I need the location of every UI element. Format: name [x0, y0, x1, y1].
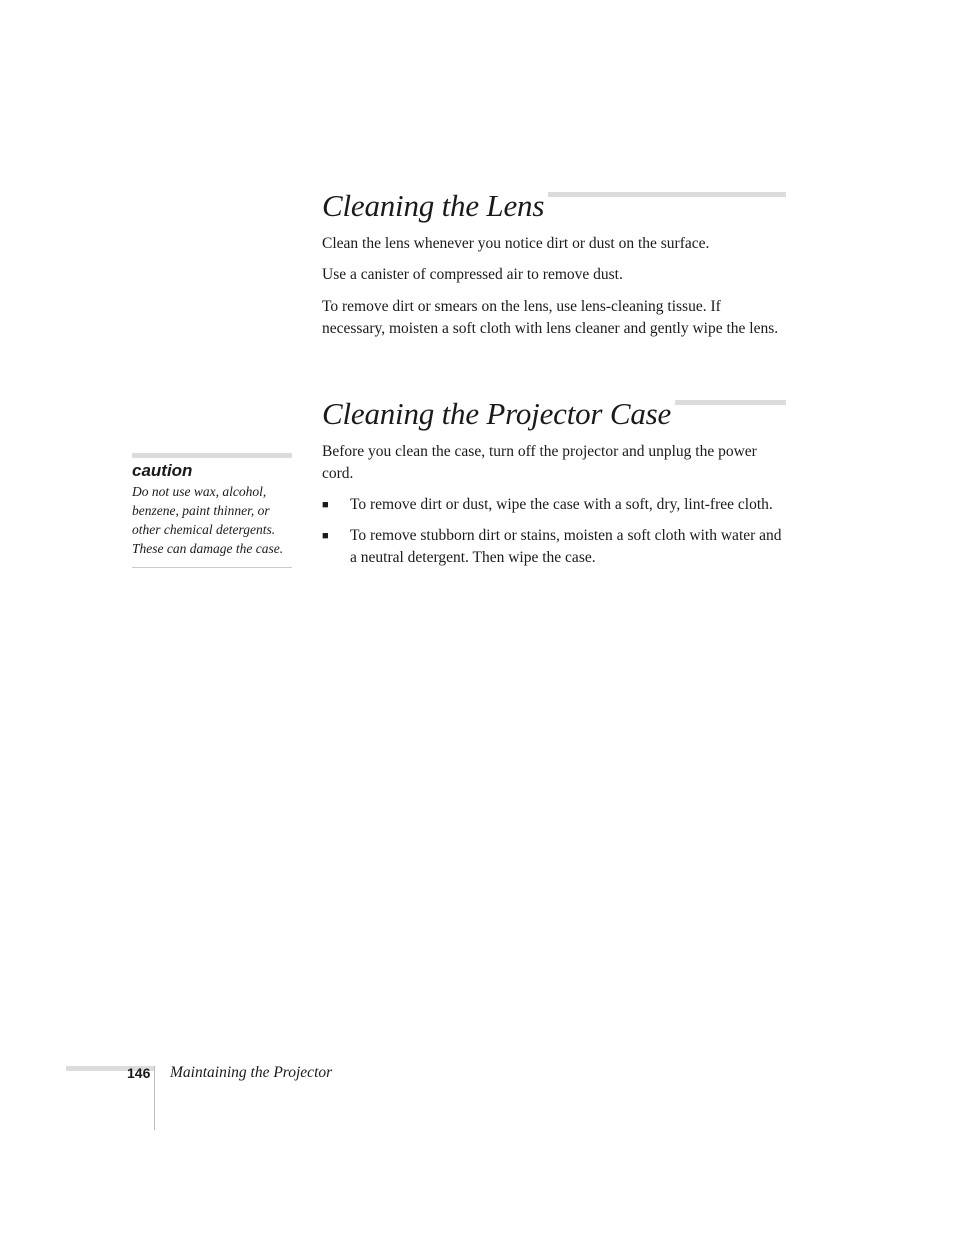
square-bullet-icon: ■	[322, 499, 329, 511]
list-item-text: To remove dirt or dust, wipe the case with a soft, dry, lint-free cloth.	[350, 496, 773, 513]
caution-note	[132, 453, 292, 568]
footer-divider	[154, 1066, 155, 1130]
section-cleaning-lens	[322, 188, 786, 340]
heading-row	[322, 188, 786, 224]
list-item-text: To remove stubborn dirt or stains, moisten a soft cloth with water and a neutral detergent. Then wipe the case.	[350, 527, 782, 566]
footer-chapter-title: Maintaining the Projector	[170, 1064, 333, 1081]
page-number: 146	[127, 1065, 151, 1081]
section-heading: Cleaning the Projector Case	[322, 396, 675, 432]
section-heading: Cleaning the Lens	[322, 188, 548, 224]
caution-label: caution	[132, 461, 193, 480]
caution-bottom-rule	[132, 567, 292, 568]
list-item	[322, 525, 786, 569]
section-cleaning-case	[322, 396, 786, 569]
body-paragraph: Before you clean the case, turn off the projector and unplug the power cord.	[322, 443, 757, 482]
body-paragraph: Clean the lens whenever you notice dirt or dust on the surface.	[322, 235, 710, 252]
caution-text: Do not use wax, alcohol, benzene, paint thinner, or other chemical detergents. These can damage the case.	[132, 484, 284, 556]
body-paragraph: Use a canister of compressed air to remove dust.	[322, 266, 623, 283]
body-paragraph: To remove dirt or smears on the lens, use lens-cleaning tissue. If necessary, moisten a soft cloth with lens cleaner and gently wipe the lens.	[322, 298, 779, 337]
heading-row	[322, 396, 786, 432]
square-bullet-icon: ■	[322, 530, 329, 542]
bullet-list	[322, 494, 786, 569]
caution-top-rule	[132, 453, 292, 458]
list-item	[322, 494, 786, 516]
